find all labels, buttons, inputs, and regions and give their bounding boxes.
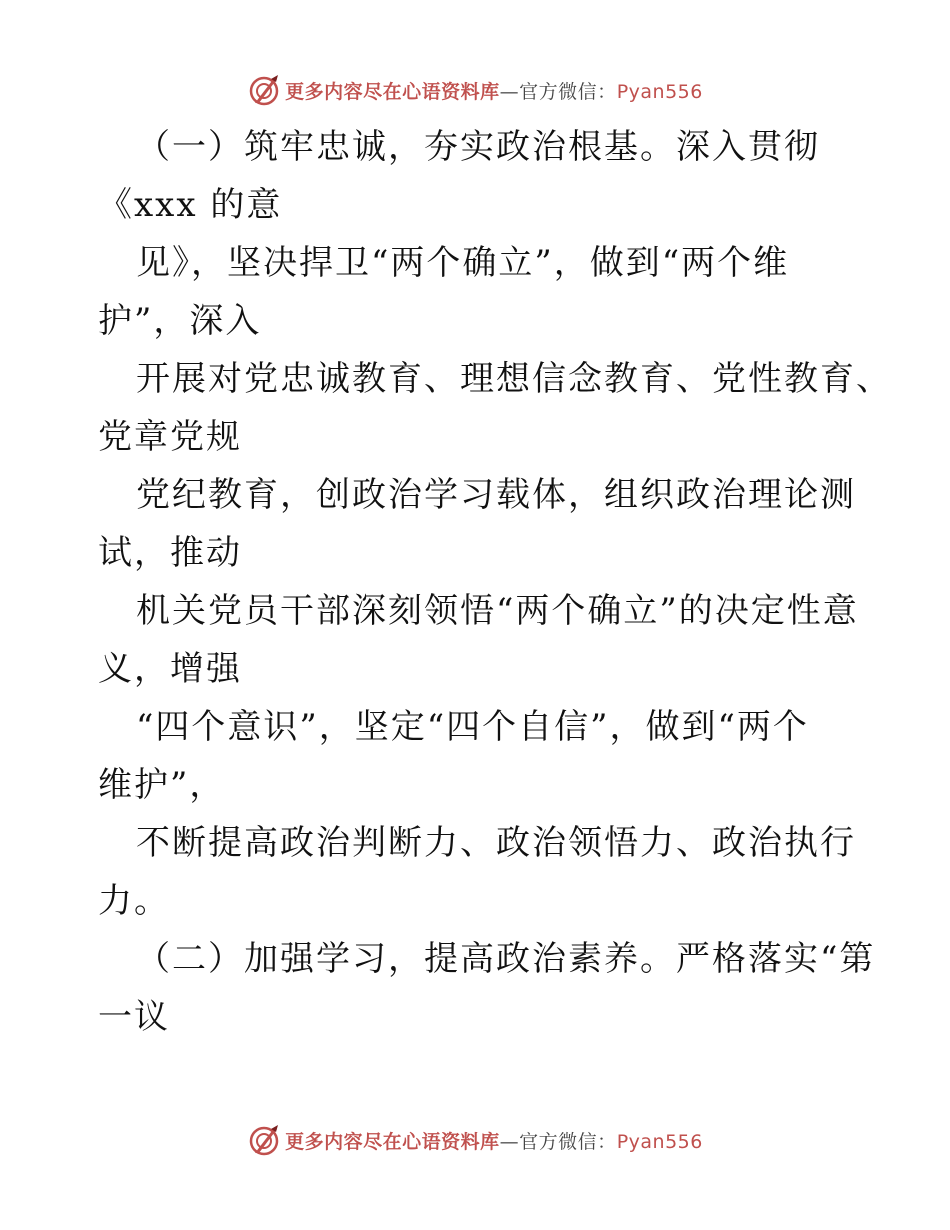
body-line: （一）筑牢忠诚，夯实政治根基。深入贯彻 bbox=[136, 127, 820, 167]
body-line: 见》，坚决捍卫“两个确立”，做到“两个维 bbox=[136, 243, 790, 283]
header-banner bbox=[0, 70, 950, 110]
body-line: 机关党员干部深刻领悟“两个确立”的决定性意 bbox=[136, 591, 859, 631]
footer-banner-inner bbox=[247, 1123, 703, 1157]
quill-pen-logo-icon bbox=[247, 73, 281, 107]
body-line: （二）加强学习，提高政治素养。严格落实“第 bbox=[136, 939, 876, 979]
body-line: 力。 bbox=[98, 881, 170, 921]
header-banner-dash: — bbox=[499, 80, 520, 103]
quill-pen-logo-icon bbox=[247, 1123, 281, 1157]
footer-banner-wechat-label: 官方微信： bbox=[519, 1130, 617, 1153]
footer-banner-main: 更多内容尽在心语资料库 bbox=[285, 1130, 500, 1153]
header-banner-text bbox=[285, 77, 703, 104]
footer-banner-text bbox=[285, 1127, 703, 1154]
body-line: 维护”， bbox=[98, 765, 226, 805]
body-line: 义，增强 bbox=[98, 649, 242, 689]
body-line: “四个意识”，坚定“四个自信”，做到“两个 bbox=[136, 707, 809, 747]
body-line: 党纪教育，创政治学习载体，组织政治理论测 bbox=[136, 475, 856, 515]
body-line: 《xxx 的意 bbox=[98, 185, 283, 225]
header-banner-inner bbox=[247, 73, 703, 107]
document-body bbox=[98, 118, 892, 1046]
footer-banner bbox=[0, 1120, 950, 1160]
body-line: 试，推动 bbox=[98, 533, 242, 573]
body-line: 开展对党忠诚教育、理想信念教育、党性教育、 bbox=[136, 359, 892, 399]
header-banner-main: 更多内容尽在心语资料库 bbox=[285, 80, 500, 103]
footer-banner-wechat-id: Pyan556 bbox=[616, 1130, 703, 1153]
body-line: 一议 bbox=[98, 997, 170, 1037]
body-line: 不断提高政治判断力、政治领悟力、政治执行 bbox=[136, 823, 856, 863]
body-line: 党章党规 bbox=[98, 417, 242, 457]
body-line: 护”，深入 bbox=[98, 301, 262, 341]
header-banner-wechat-label: 官方微信： bbox=[519, 80, 617, 103]
footer-banner-dash: — bbox=[499, 1130, 520, 1153]
header-banner-wechat-id: Pyan556 bbox=[616, 80, 703, 103]
